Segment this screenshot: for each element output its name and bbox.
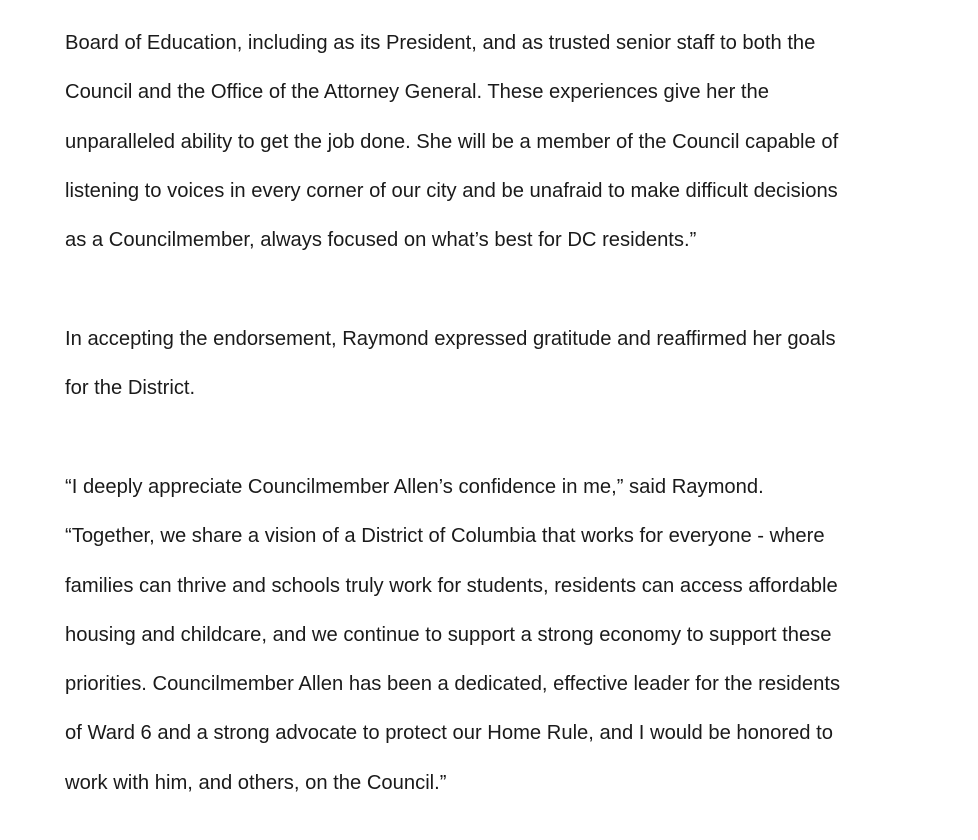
paragraph-accepting-endorsement (65, 315, 955, 414)
text-line: housing and childcare, and we continue to support a strong economy to support these (65, 623, 832, 646)
text-line: of Ward 6 and a strong advocate to protect our Home Rule, and I would be honored to (65, 722, 833, 745)
text-line: “Together, we share a vision of a District of Columbia that works for everyone - where (65, 525, 825, 548)
text-line: for the District. (65, 377, 196, 400)
text-line: Council and the Office of the Attorney General. These experiences give her the (65, 81, 769, 104)
text-line: as a Councilmember, always focused on what’s best for DC residents.” (65, 229, 697, 252)
text-line: families can thrive and schools truly work for students, residents can access affordable (65, 574, 838, 597)
text-line: priorities. Councilmember Allen has been a dedicated, effective leader for the residents (65, 673, 841, 696)
paragraph-raymond-quote (65, 463, 955, 808)
text-line: In accepting the endorsement, Raymond expressed gratitude and reaffirmed her goals (65, 328, 836, 350)
text-line: Board of Education, including as its President, and as trusted senior staff to both the (65, 32, 816, 54)
paragraph-endorsement-quote-end (65, 19, 955, 265)
text-line: listening to voices in every corner of our city and be unafraid to make difficult decisions (65, 179, 838, 202)
text-line: work with him, and others, on the Council.” (65, 771, 447, 794)
text-line: unparalleled ability to get the job done. She will be a member of the Council capable of (65, 130, 839, 153)
text-line: “I deeply appreciate Councilmember Allen’s confidence in me,” said Raymond. (65, 476, 764, 498)
